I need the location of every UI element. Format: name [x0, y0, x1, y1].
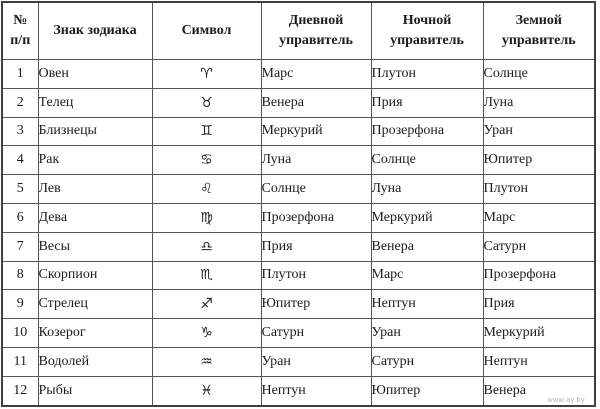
table-row — [2, 60, 595, 89]
night-ruler-cell: Уран — [371, 319, 483, 348]
row-number-cell: 7 — [2, 232, 38, 261]
earth-ruler-cell: Уран — [483, 117, 595, 146]
earth-ruler-cell: Меркурий — [483, 319, 595, 348]
night-ruler-cell: Луна — [371, 175, 483, 204]
night-ruler-cell: Прия — [371, 88, 483, 117]
day-ruler-cell: Марс — [261, 60, 371, 89]
night-ruler-cell: Венера — [371, 232, 483, 261]
table-row — [2, 261, 595, 290]
row-number-cell: 11 — [2, 347, 38, 376]
virgo-symbol-icon: ♍ — [152, 203, 261, 232]
sign-name-cell: Овен — [38, 60, 152, 89]
night-ruler-cell: Солнце — [371, 146, 483, 175]
night-ruler-cell: Марс — [371, 261, 483, 290]
pisces-symbol-icon: ♓ — [152, 376, 261, 406]
table-row — [2, 88, 595, 117]
cancer-symbol-icon: ♋ — [152, 146, 261, 175]
libra-symbol-icon: ♎ — [152, 232, 261, 261]
day-ruler-cell: Уран — [261, 347, 371, 376]
day-ruler-cell: Венера — [261, 88, 371, 117]
row-number-cell: 12 — [2, 376, 38, 406]
sign-name-cell: Лев — [38, 175, 152, 204]
sign-name-cell: Близнецы — [38, 117, 152, 146]
earth-ruler-cell: Плутон — [483, 175, 595, 204]
zodiac-rulers-table — [1, 1, 596, 407]
table-row — [2, 232, 595, 261]
row-number-cell: 4 — [2, 146, 38, 175]
table-row — [2, 319, 595, 348]
sagittarius-symbol-icon: ♐ — [152, 290, 261, 319]
row-number-cell: 1 — [2, 60, 38, 89]
sign-name-cell: Телец — [38, 88, 152, 117]
day-ruler-cell: Нептун — [261, 376, 371, 406]
row-number-cell: 9 — [2, 290, 38, 319]
header-row-number: № п/п — [2, 2, 38, 60]
table-row — [2, 146, 595, 175]
earth-ruler-cell: Юпитер — [483, 146, 595, 175]
scorpio-symbol-icon: ♏ — [152, 261, 261, 290]
day-ruler-cell: Прозерфона — [261, 203, 371, 232]
earth-ruler-cell: Марс — [483, 203, 595, 232]
earth-ruler-cell: Сатурн — [483, 232, 595, 261]
capricorn-symbol-icon: ♑ — [152, 319, 261, 348]
sign-name-cell: Рак — [38, 146, 152, 175]
header-zodiac-sign: Знак зодиака — [38, 2, 152, 60]
table-header — [2, 2, 595, 60]
night-ruler-cell: Меркурий — [371, 203, 483, 232]
day-ruler-cell: Юпитер — [261, 290, 371, 319]
row-number-cell: 5 — [2, 175, 38, 204]
taurus-symbol-icon: ♉ — [152, 88, 261, 117]
night-ruler-cell: Прозерфона — [371, 117, 483, 146]
watermark-text: www.ay.by — [547, 397, 585, 404]
zodiac-rulers-table-container — [1, 1, 596, 407]
aries-symbol-icon: ♈ — [152, 60, 261, 89]
night-ruler-cell: Юпитер — [371, 376, 483, 406]
earth-ruler-cell: Прозерфона — [483, 261, 595, 290]
table-row — [2, 290, 595, 319]
earth-ruler-cell: Прия — [483, 290, 595, 319]
sign-name-cell: Водолей — [38, 347, 152, 376]
table-row — [2, 117, 595, 146]
header-night-ruler: Ночной управитель — [371, 2, 483, 60]
table-row — [2, 347, 595, 376]
header-row — [2, 2, 595, 60]
gemini-symbol-icon: ♊ — [152, 117, 261, 146]
table-row — [2, 203, 595, 232]
row-number-cell: 6 — [2, 203, 38, 232]
sign-name-cell: Скорпион — [38, 261, 152, 290]
sign-name-cell: Рыбы — [38, 376, 152, 406]
row-number-cell: 10 — [2, 319, 38, 348]
day-ruler-cell: Плутон — [261, 261, 371, 290]
table-row — [2, 376, 595, 406]
day-ruler-cell: Солнце — [261, 175, 371, 204]
header-earth-ruler: Земной управитель — [483, 2, 595, 60]
day-ruler-cell: Сатурн — [261, 319, 371, 348]
earth-ruler-cell: Нептун — [483, 347, 595, 376]
table-body — [2, 60, 595, 407]
sign-name-cell: Козерог — [38, 319, 152, 348]
table-row — [2, 175, 595, 204]
day-ruler-cell: Луна — [261, 146, 371, 175]
row-number-cell: 8 — [2, 261, 38, 290]
header-day-ruler: Дневной управитель — [261, 2, 371, 60]
night-ruler-cell: Сатурн — [371, 347, 483, 376]
row-number-cell: 2 — [2, 88, 38, 117]
night-ruler-cell: Нептун — [371, 290, 483, 319]
row-number-cell: 3 — [2, 117, 38, 146]
earth-ruler-cell: Луна — [483, 88, 595, 117]
leo-symbol-icon: ♌ — [152, 175, 261, 204]
earth-ruler-cell: Солнце — [483, 60, 595, 89]
header-symbol: Символ — [152, 2, 261, 60]
day-ruler-cell: Меркурий — [261, 117, 371, 146]
aquarius-symbol-icon: ♒ — [152, 347, 261, 376]
night-ruler-cell: Плутон — [371, 60, 483, 89]
day-ruler-cell: Прия — [261, 232, 371, 261]
sign-name-cell: Весы — [38, 232, 152, 261]
sign-name-cell: Стрелец — [38, 290, 152, 319]
sign-name-cell: Дева — [38, 203, 152, 232]
earth-ruler-cell: Венера — [483, 376, 595, 406]
